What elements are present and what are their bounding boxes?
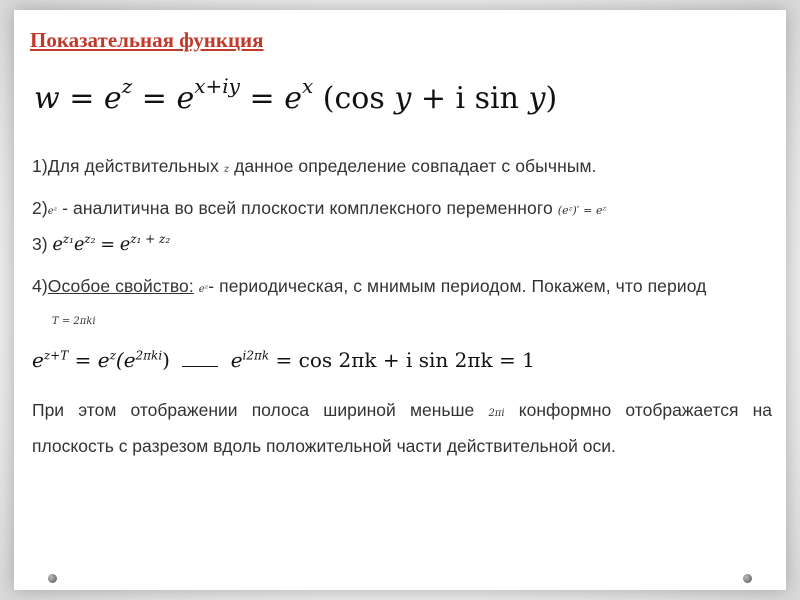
formula-equals: = (69, 81, 95, 116)
formula-exponent: z₁ + z₂ (130, 232, 171, 246)
list-item-4 (32, 276, 707, 297)
formula-cos: (cos (322, 81, 385, 116)
formula-var: y (394, 81, 412, 116)
formula-paren: ) (162, 348, 170, 372)
formula-base: (e (115, 348, 136, 372)
formula-equals: = (249, 81, 275, 116)
list-item-3 (32, 232, 170, 255)
formula-base: e (73, 234, 85, 255)
slide-corner-dot-right (743, 574, 752, 583)
item-text: 1)Для действительных (32, 156, 219, 176)
item-math-derivative: (eᶻ)′ = eᶻ (557, 204, 607, 217)
item-math-func: eᶻ (198, 284, 209, 295)
formula-base: e (52, 234, 63, 255)
item-math-func: eᶻ (47, 206, 58, 217)
formula-base: e (284, 81, 302, 116)
formula-equals: = (74, 348, 92, 372)
formula-var: y (528, 81, 546, 116)
formula-base: e (119, 234, 131, 255)
formula-exponent: z (109, 348, 116, 363)
paragraph-text: конформно отображается на плоскость с разрезом вдоль положительной части действительной оси. (32, 400, 772, 456)
formula-base: e (230, 348, 243, 372)
formula-equals: = (141, 81, 167, 116)
formula-exponent: x (301, 74, 314, 98)
formula-base: e (103, 81, 122, 116)
item-math-var: z (223, 164, 230, 175)
slide (14, 10, 786, 590)
formula-exponent: z+T (43, 348, 69, 363)
formula-plus-i: + i (420, 81, 466, 116)
slide-corner-dot-left (48, 574, 57, 583)
formula-equals: = (100, 234, 115, 255)
list-item-2 (32, 198, 606, 219)
period-definition: T = 2πki (52, 316, 96, 327)
formula-exponent: i2πk (242, 348, 270, 363)
conclusion-paragraph (32, 394, 772, 462)
list-item-1 (32, 156, 597, 177)
item-number: 4) (32, 276, 48, 296)
formula-exponent: z₂ (84, 232, 96, 246)
item-number: 3) (32, 233, 48, 254)
item-label: Особое свойство: (47, 276, 194, 296)
formula-underline (182, 366, 218, 367)
item-text: - периодическая, с мнимым периодом. Покажем, что период (208, 276, 707, 296)
formula-paren: ) (545, 81, 558, 116)
paragraph-text: При этом отображении полоса шириной меньше (32, 400, 475, 420)
main-formula (34, 74, 558, 116)
item-number: 2) (32, 198, 48, 218)
item-text: - аналитична во всей плоскости комплексного переменного (62, 198, 553, 218)
paragraph-math-var: 2πi (488, 408, 505, 419)
formula-exponent: z (121, 74, 133, 98)
formula-base: e (32, 348, 44, 372)
formula-sin: sin (474, 81, 519, 116)
item-text: данное определение совпадает с обычным. (234, 156, 597, 176)
formula-exponent: 2πki (135, 348, 163, 363)
formula-exponent: x+iy (194, 74, 240, 98)
formula-base: e (97, 348, 110, 372)
period-formula (32, 348, 535, 372)
page-title: Показательная функция (30, 28, 264, 52)
formula-base: e (176, 81, 195, 116)
formula-rest: = cos 2πk + i sin 2πk = 1 (275, 348, 535, 372)
formula-lhs: w (34, 81, 60, 116)
formula-exponent: z₁ (62, 232, 74, 246)
